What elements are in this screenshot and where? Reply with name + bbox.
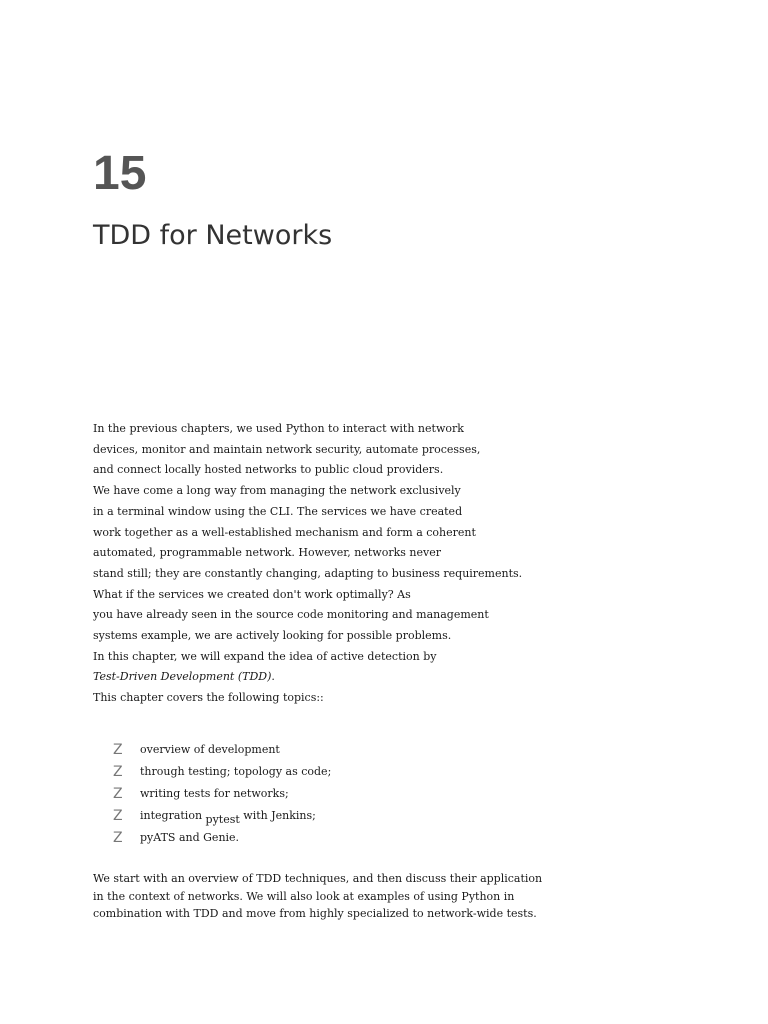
intro-line: We have come a long way from managing the network exclusively (93, 484, 461, 498)
bullet-icon: Z (113, 764, 123, 780)
list-item-text: writing tests for networks; (140, 787, 289, 800)
closing-line: combination with TDD and move from highly specialized to network-wide tests. (93, 907, 537, 920)
closing-paragraph (93, 870, 543, 923)
intro-line: devices, monitor and maintain network security, automate processes, (93, 442, 481, 456)
list-item (113, 739, 331, 761)
list-item-text: overview of development (140, 743, 280, 756)
intro-emphasis-line (93, 667, 533, 688)
list-item-text-after: with Jenkins; (239, 809, 316, 822)
intro-line: stand still; they are constantly changing, adapting to business requirements. (93, 566, 523, 580)
bullet-icon: Z (113, 808, 123, 824)
intro-line: and connect locally hosted networks to public cloud providers. (93, 463, 444, 477)
list-item-text-before: integration (140, 809, 206, 822)
list-item (113, 827, 331, 849)
closing-line: We start with an overview of TDD techniques, and then discuss their application (93, 872, 543, 885)
intro-line: work together as a well-established mechanism and form a coherent (93, 525, 476, 539)
list-item (113, 805, 331, 827)
intro-line: automated, programmable network. However, networks never (93, 546, 441, 560)
intro-line: In this chapter, we will expand the idea of active detection by (93, 649, 437, 663)
bullet-icon: Z (113, 830, 123, 846)
intro-line: you have already seen in the source code monitoring and management (93, 608, 489, 622)
list-item-text: through testing; topology as code; (140, 765, 332, 778)
intro-line: In the previous chapters, we used Python to interact with network (93, 422, 464, 435)
intro-paragraph (93, 419, 533, 709)
intro-line: systems example, we are actively looking for possible problems. (93, 629, 452, 643)
bullet-icon: Z (113, 786, 123, 802)
list-item (113, 761, 331, 783)
topics-intro: This chapter covers the following topics:: (93, 691, 324, 705)
pytest-term: pytest (205, 813, 240, 826)
tdd-term: Test-Driven Development (TDD) (93, 670, 272, 684)
list-item-text: pyATS and Genie. (140, 831, 240, 844)
list-item (113, 783, 331, 805)
chapter-title: TDD for Networks (93, 220, 333, 251)
intro-line: What if the services we created don't work optimally? As (93, 587, 411, 601)
bullet-icon: Z (113, 742, 123, 758)
tdd-term-suffix: . (271, 670, 275, 684)
topics-list (113, 739, 331, 849)
intro-line: in a terminal window using the CLI. The services we have created (93, 504, 463, 518)
closing-line: in the context of networks. We will also look at examples of using Python in (93, 889, 515, 903)
chapter-number: 15 (93, 147, 147, 200)
